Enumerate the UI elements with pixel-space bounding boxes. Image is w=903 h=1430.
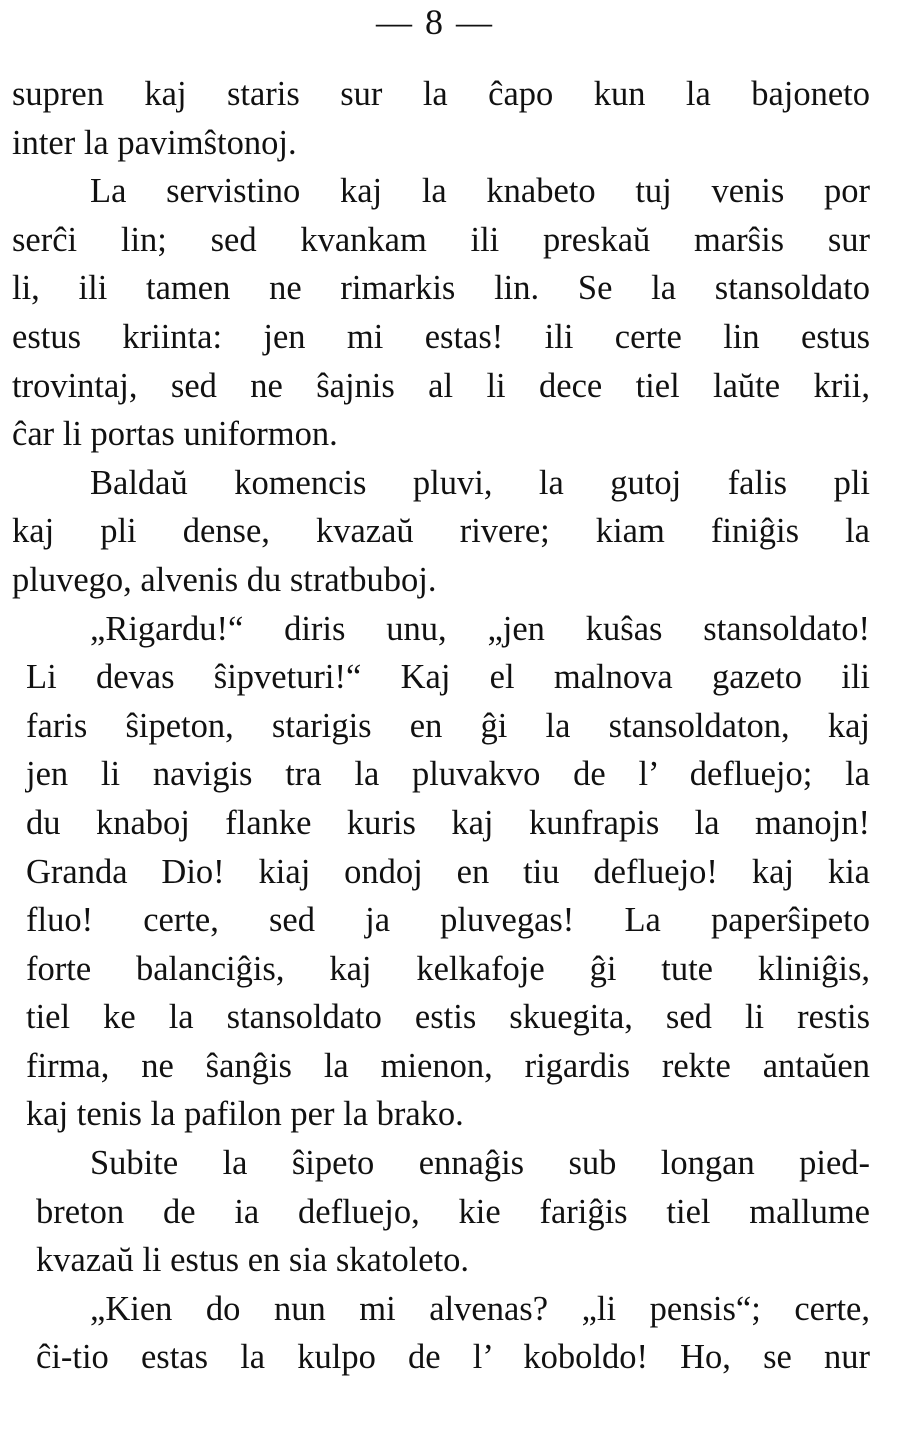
text-line: forte balanciĝis, kaj kelkafoje ĝi tute kliniĝis, xyxy=(26,949,870,988)
text-line: „Rigardu!“ diris unu, „jen kuŝas stansoldato! xyxy=(90,609,870,648)
text-line: inter la pavimŝtonoj. xyxy=(12,123,297,162)
text-line: trovintaj, sed ne ŝajnis al li dece tiel laŭte krii, xyxy=(12,366,870,405)
text-line: kaj pli dense, kvazaŭ rivere; kiam finiĝis la xyxy=(12,512,870,551)
page-number: — 8 — xyxy=(376,2,494,42)
text-line: „Kien do nun mi alvenas? „li pensis“; certe, xyxy=(90,1289,870,1328)
text-line: tiel ke la stansoldato estis skuegita, sed li restis xyxy=(26,998,870,1037)
text-line: Li devas ŝipveturi!“ Kaj el malnova gazeto ili xyxy=(26,658,870,697)
text-line: jen li navigis tra la pluvakvo de l’ defluejo; la xyxy=(26,755,870,794)
text-line: li, ili tamen ne rimarkis lin. Se la stansoldato xyxy=(12,269,870,308)
text-line: fluo! certe, sed ja pluvegas! La paperŝipeto xyxy=(26,901,870,940)
text-line: firma, ne ŝanĝis la mienon, rigardis rekte antaŭen xyxy=(26,1046,870,1085)
text-line: ĉar li portas uniformon. xyxy=(12,415,338,454)
text-line: supren kaj staris sur la ĉapo kun la bajoneto xyxy=(12,75,870,113)
text-line: kaj tenis la pafilon per la brako. xyxy=(26,1095,464,1134)
text-line: ĉi-tio estas la kulpo de l’ koboldo! Ho, se nur xyxy=(36,1338,870,1377)
text-line: Baldaŭ komencis pluvi, la gutoj falis pli xyxy=(90,463,870,502)
text-line: estus kriinta: jen mi estas! ili certe lin estus xyxy=(12,317,870,356)
text-line: Granda Dio! kiaj ondoj en tiu defluejo! kaj kia xyxy=(26,852,870,891)
text-line: serĉi lin; sed kvankam ili preskaŭ marŝis sur xyxy=(12,220,870,259)
body-text xyxy=(12,70,870,1382)
text-line: du knaboj flanke kuris kaj kunfrapis la manojn! xyxy=(26,803,870,842)
text-line: pluvego, alvenis du stratbuboj. xyxy=(12,560,437,599)
text-line: breton de ia defluejo, kie fariĝis tiel mallume xyxy=(36,1192,870,1231)
text-line: La servistino kaj la knabeto tuj venis por xyxy=(90,172,870,211)
text-line: Subite la ŝipeto ennaĝis sub longan pied- xyxy=(90,1144,870,1183)
text-line: kvazaŭ li estus en sia skatoleto. xyxy=(36,1241,470,1280)
text-line: faris ŝipeton, starigis en ĝi la stansoldaton, kaj xyxy=(26,706,870,745)
